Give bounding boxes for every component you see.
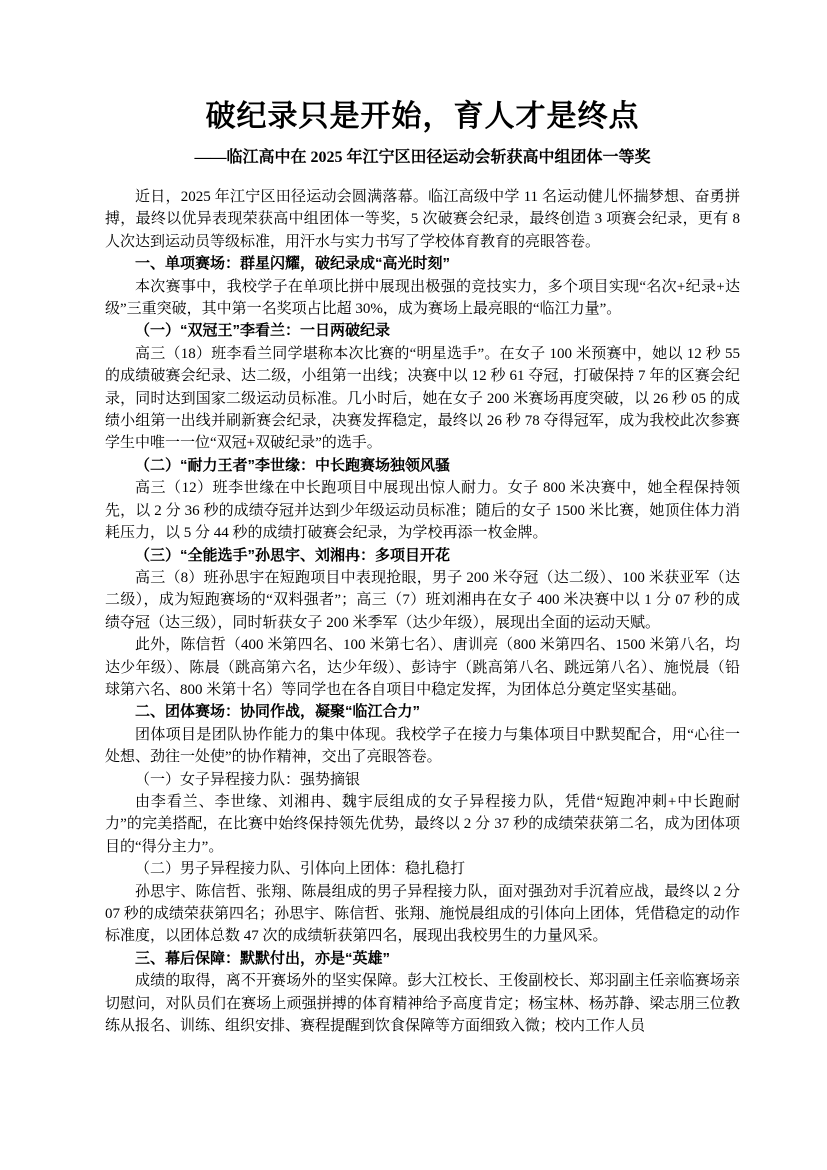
paragraph-endurance-king: 高三（12）班李世缘在中长跑项目中展现出惊人耐力。女子 800 米决赛中，她全程保持领先，以 2 分 36 秒的成绩夺冠并达到少年级运动员标准；随后的女子 1500 米比赛，她顶住体力消耗压力，以 5 分 44 秒的成绩打破赛会纪录，为学校再添一枚金牌。 [105, 480, 740, 542]
document-body [105, 186, 740, 1037]
paragraph-team-overview: 团体项目是团队协作能力的集中体现。我校学子在接力与集体项目中默契配合，用“心往一处想、劲往一处使”的协作精神，交出了亮眼答卷。 [105, 726, 740, 766]
section-heading-team-events: 二、团体赛场：协同作战，凝聚“临江合力” [135, 703, 421, 721]
subsection-heading-endurance-king: （二）“耐力王者”李世缘：中长跑赛场独领风骚 [135, 456, 451, 474]
document-subtitle: ——临江高中在 2025 年江宁区田径运动会斩获高中组团体一等奖 [194, 149, 651, 166]
section-heading-individual-events: 一、单项赛场：群星闪耀，破纪录成“高光时刻” [135, 255, 451, 273]
subsection-heading-mens-relay-pullups: （二）男子异程接力队、引体向上团体：稳扎稳打 [135, 861, 466, 878]
paragraph-support: 成绩的取得，离不开赛场外的坚实保障。彭大江校长、王俊副校长、郑羽副主任亲临赛场亲切慰问，对队员们在赛场上顽强拼搏的体育精神给予高度肯定；杨宝林、杨苏静、梁志朋三位教练从报名、训练、组织安排、赛程提醒到饮食保障等方面细致入微；校内工作人员 [105, 973, 740, 1035]
section-heading-support: 三、幕后保障：默默付出，亦是“英雄” [135, 949, 391, 967]
paragraph-all-round-players: 高三（8）班孙思宇在短跑项目中表现抢眼，男子 200 米夺冠（达二级）、100 米获亚军（达二级），成为短跑赛场的“双料强者”；高三（7）班刘湘冉在女子 400 米决赛中以 1 分 07 秒的成绩夺冠（达三级），同时斩获女子 200 米季军（达少年级），展现出全面的运动天赋。 [105, 569, 740, 631]
paragraph-other-athletes: 此外，陈信哲（400 米第四名、100 米第七名）、唐训亮（800 米第四名、1500 米第八名，均达少年级）、陈晨（跳高第六名，达少年级）、彭诗宇（跳高第八名、跳远第八名）、施悦晨（铅球第六名、800 米第十名）等同学也在各自项目中稳定发挥，为团体总分奠定坚实基础。 [105, 637, 740, 698]
paragraph-mens-relay-pullups: 孙思宇、陈信哲、张翔、陈晨组成的男子异程接力队，面对强劲对手沉着应战，最终以 2 分 07 秒的成绩荣获第四名；孙思宇、陈信哲、张翔、施悦晨组成的引体向上团体，凭借稳定的动作标准度，以团体总数 47 次的成绩斩获第四名，展现出我校男生的力量风采。 [105, 883, 740, 945]
paragraph-double-champion: 高三（18）班李看兰同学堪称本次比赛的“明星选手”。在女子 100 米预赛中，她以 12 秒 55 的成绩破赛会纪录、达二级，小组第一出线；决赛中以 12 秒 61 夺冠，打破保持 7 年的区赛会纪录，同时达到国家二级运动员标准。几小时后，她在女子 200 米赛场再度突破，以 26 秒 05 的成绩小组第一出线并刷新赛会纪录，决赛发挥稳定，最终以 26 秒 78 夺得冠军，成为我校此次参赛学生中唯一一位“双冠+双破纪录”的选手。 [105, 345, 740, 452]
subsection-heading-double-champion: （一）“双冠王”李看兰：一日两破纪录 [135, 322, 391, 340]
paragraph-individual-overview: 本次赛事中，我校学子在单项比拼中展现出极强的竞技实力，多个项目实现“名次+纪录+达级”三重突破，其中第一名奖项占比超 30%，成为赛场上最亮眼的“临江力量”。 [105, 278, 740, 318]
document-title: 破纪录只是开始，育人才是终点 [205, 100, 640, 133]
paragraph-womens-relay: 由李看兰、李世缘、刘湘冉、魏宇辰组成的女子异程接力队，凭借“短跑冲刺+中长跑耐力”的完美搭配，在比赛中始终保持领先优势，最终以 2 分 37 秒的成绩荣获第二名，成为团体项目的“得分主力”。 [105, 793, 740, 855]
subsection-heading-womens-relay: （一）女子异程接力队：强势摘银 [135, 771, 361, 788]
paragraph-intro: 近日，2025 年江宁区田径运动会圆满落幕。临江高级中学 11 名运动健儿怀揣梦想、奋勇拼搏，最终以优异表现荣获高中组团体一等奖，5 次破赛会纪录，最终创造 3 项赛会纪录，更有 8 人次达到运动员等级标准，用汗水与实力书写了学校体育教育的亮眼答卷。 [105, 189, 740, 250]
subsection-heading-all-round-players: （三）“全能选手”孙思宇、刘湘冉：多项目开花 [135, 546, 451, 564]
